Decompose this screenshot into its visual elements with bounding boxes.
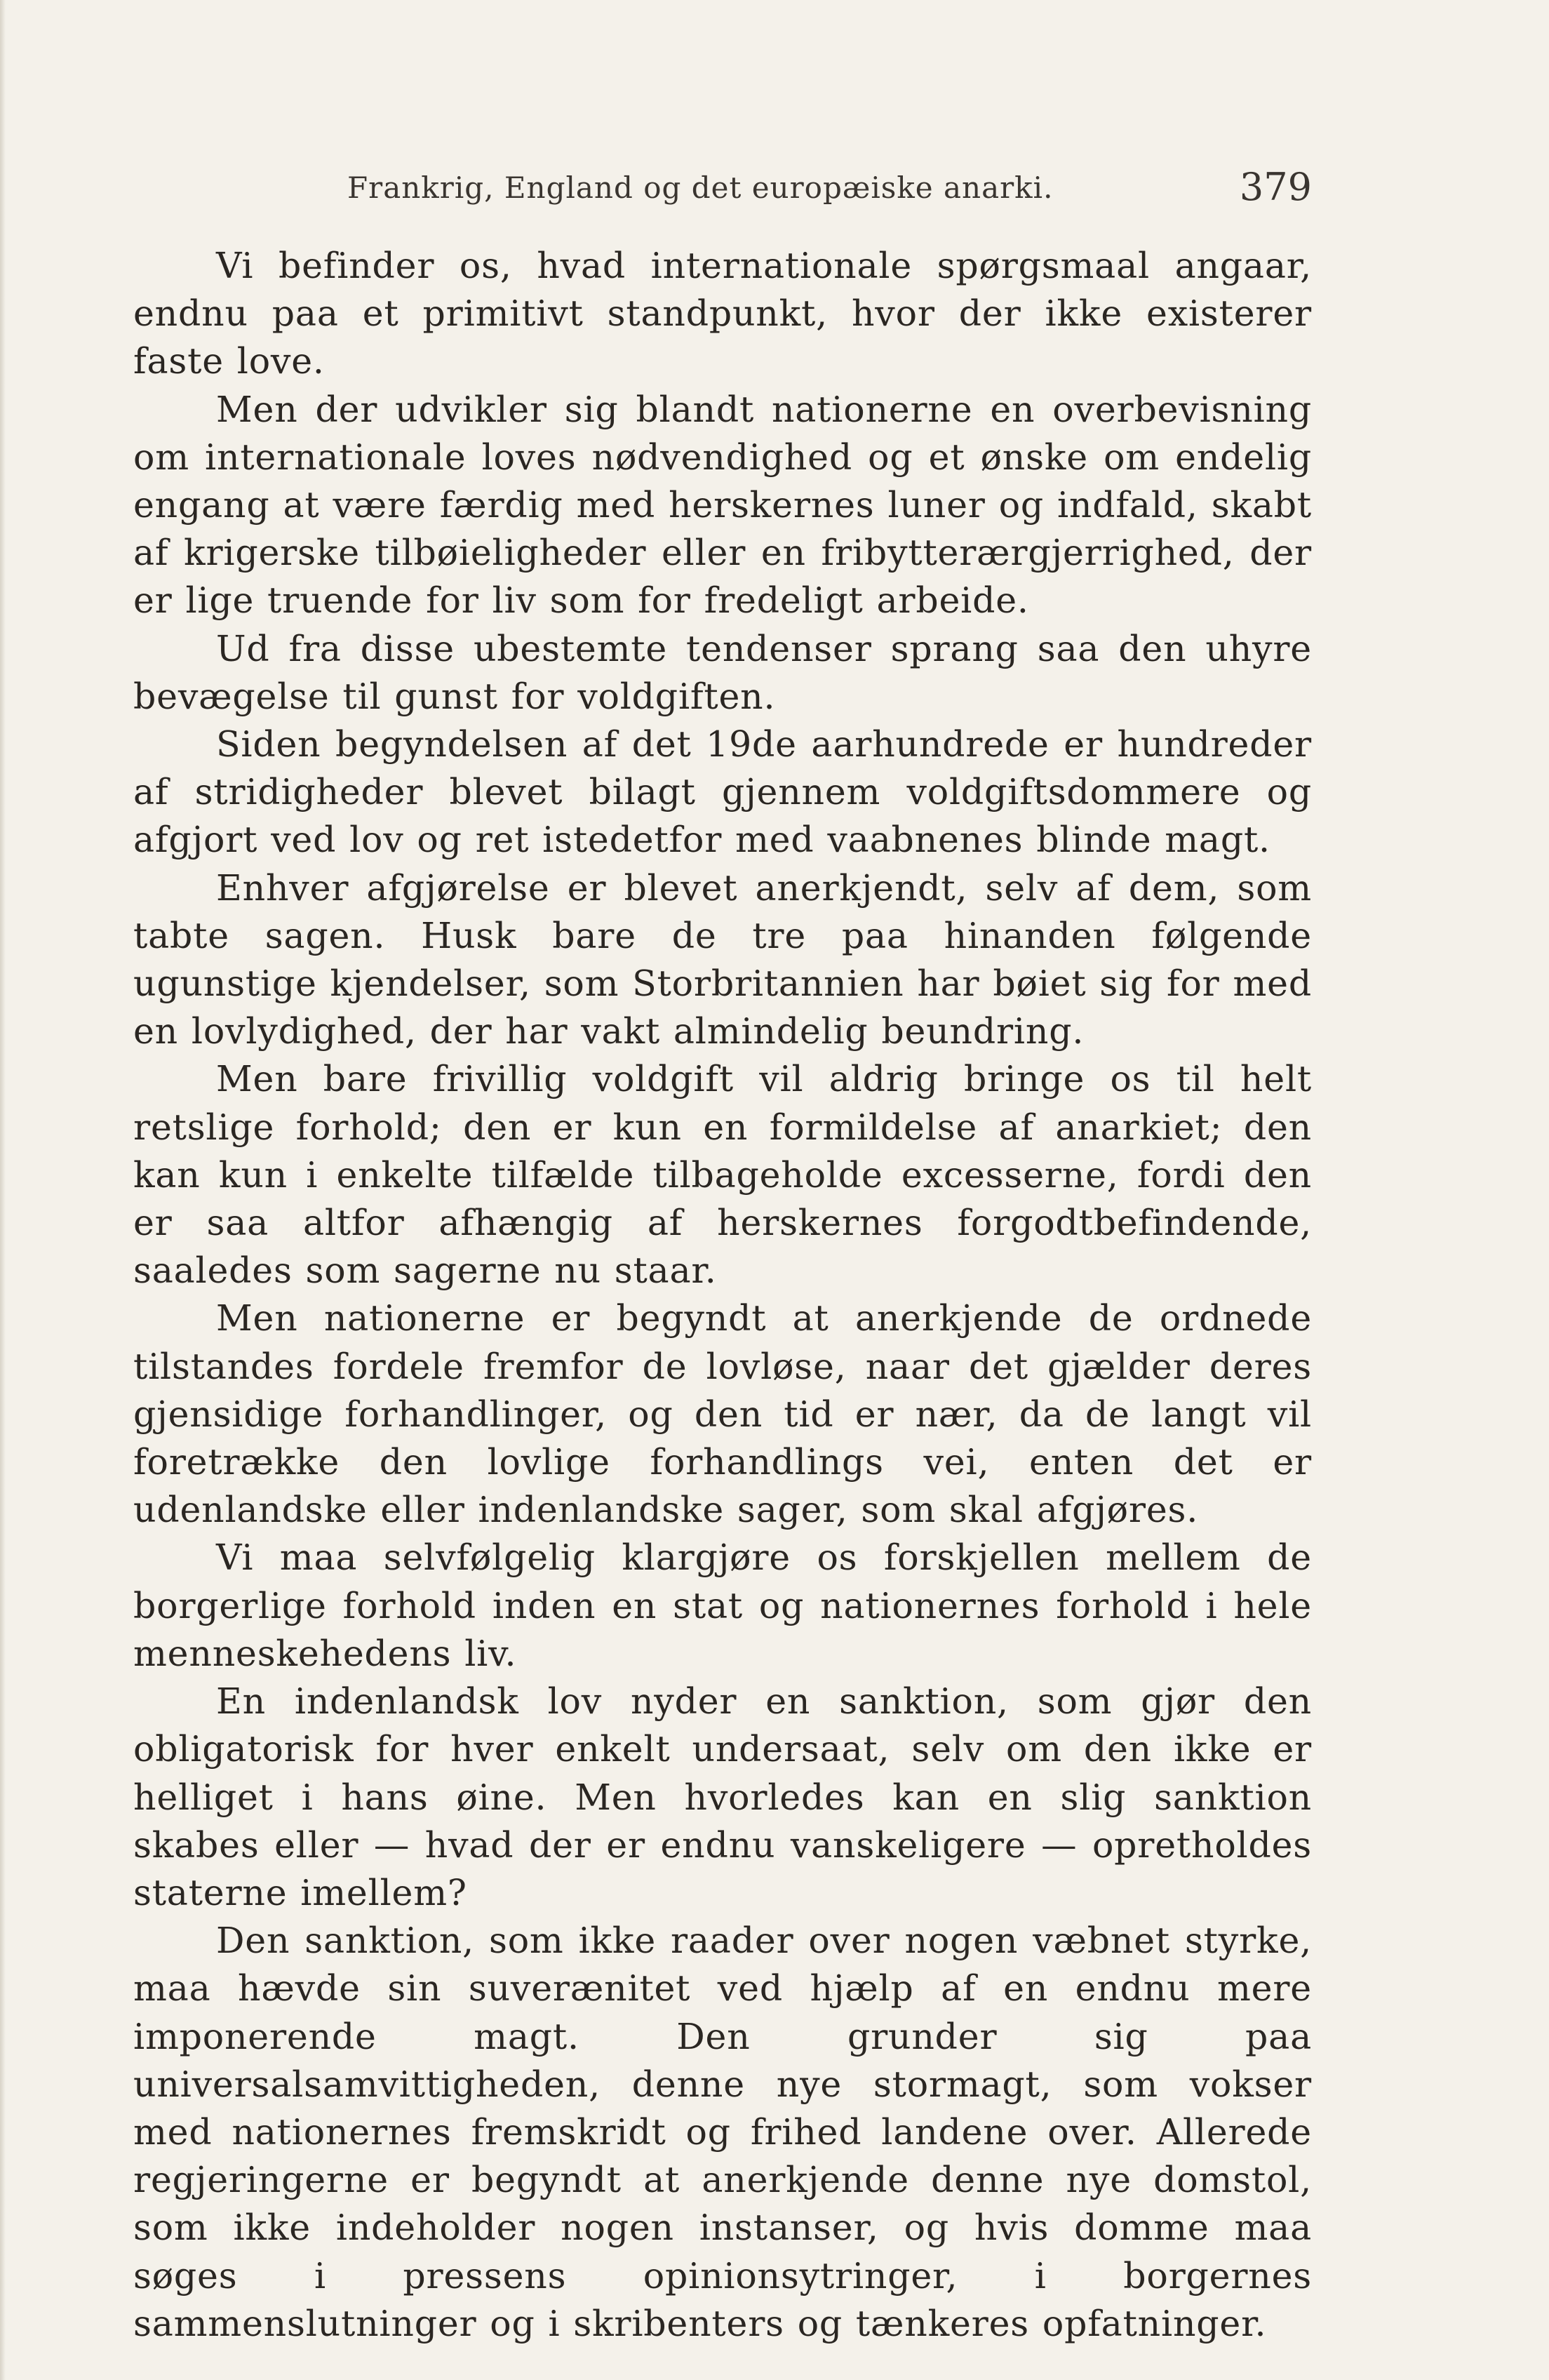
paragraph: Ud fra disse ubestemte tendenser sprang saa den uhyre bevægelse til gunst for voldgiften. [133, 627, 1312, 717]
paragraph: En indenlandsk lov nyder en sanktion, som gjør den obligatorisk for hver enkelt undersaat, selv om den ikke er helliget i hans øine. Men hvorledes kan en slig sanktion skabes eller — hvad der er endnu vanskeligere — opretholdes staterne imellem? [133, 1680, 1312, 1913]
body-text [133, 242, 1312, 2348]
paragraph: Den sanktion, som ikke raader over nogen væbnet styrke, maa hævde sin suverænitet ved hjælp af en endnu mere imponerende magt. Den grunder sig paa universalsamvittigheden, denne nye stormagt, som vokser med nationernes fremskridt og frihed landene over. Allerede regjeringerne er begyndt at anerkjende denne nye domstol, som ikke indeholder nogen instanser, og hvis domme maa søges i pressens opinionsytringer, i borgernes sammenslutninger og i skribenters og tænkeres opfatninger. [133, 1920, 1312, 2344]
paragraph: Siden begyndelsen af det 19de aarhundrede er hundreder af stridigheder blevet bilagt gjennem voldgiftsdommere og afgjort ved lov og ret istedetfor med vaabnenes blinde magt. [133, 723, 1312, 861]
paragraph: Enhver afgjørelse er blevet anerkjendt, selv af dem, som tabte sagen. Husk bare de tre paa hinanden følgende ugunstige kjendelser, som Storbritannien har bøiet sig for med en lovlydighed, der har vakt almindelig beundring. [133, 867, 1312, 1052]
running-title: Frankrig, England og det europæiske anarki. [347, 171, 1054, 205]
page-header [133, 158, 1312, 221]
page-edge [0, 0, 6, 2380]
paragraph: Vi maa selvfølgelig klargjøre os forskjellen mellem de borgerlige forhold inden en stat og nationernes forhold i hele menneskehedens liv. [133, 1537, 1312, 1674]
paragraph: Vi befinder os, hvad internationale spørgsmaal angaar, endnu paa et primitivt standpunkt, hvor der ikke existerer faste love. [133, 245, 1312, 382]
page-number: 379 [1239, 165, 1312, 209]
paragraph: Men bare frivillig voldgift vil aldrig bringe os til helt retslige forhold; den er kun en formildelse af anarkiet; den kan kun i enkelte tilfælde tilbageholde excesserne, fordi den er saa altfor afhængig af herskernes forgodtbefindende, saaledes som sagerne nu staar. [133, 1058, 1312, 1292]
paragraph: Men der udvikler sig blandt nationerne en overbevisning om internationale loves nødvendighed og et ønske om endelig engang at være færdig med herskernes luner og indfald, skabt af krigerske tilbøieligheder eller en fribytterærgjerrighed, der er lige truende for liv som for fredeligt arbeide. [133, 388, 1312, 622]
paragraph: Men nationerne er begyndt at anerkjende de ordnede tilstandes fordele fremfor de lovløse, naar det gjælder deres gjensidige forhandlinger, og den tid er nær, da de langt vil foretrække den lovlige forhandlings vei, enten det er udenlandske eller indenlandske sager, som skal afgjøres. [133, 1297, 1312, 1531]
